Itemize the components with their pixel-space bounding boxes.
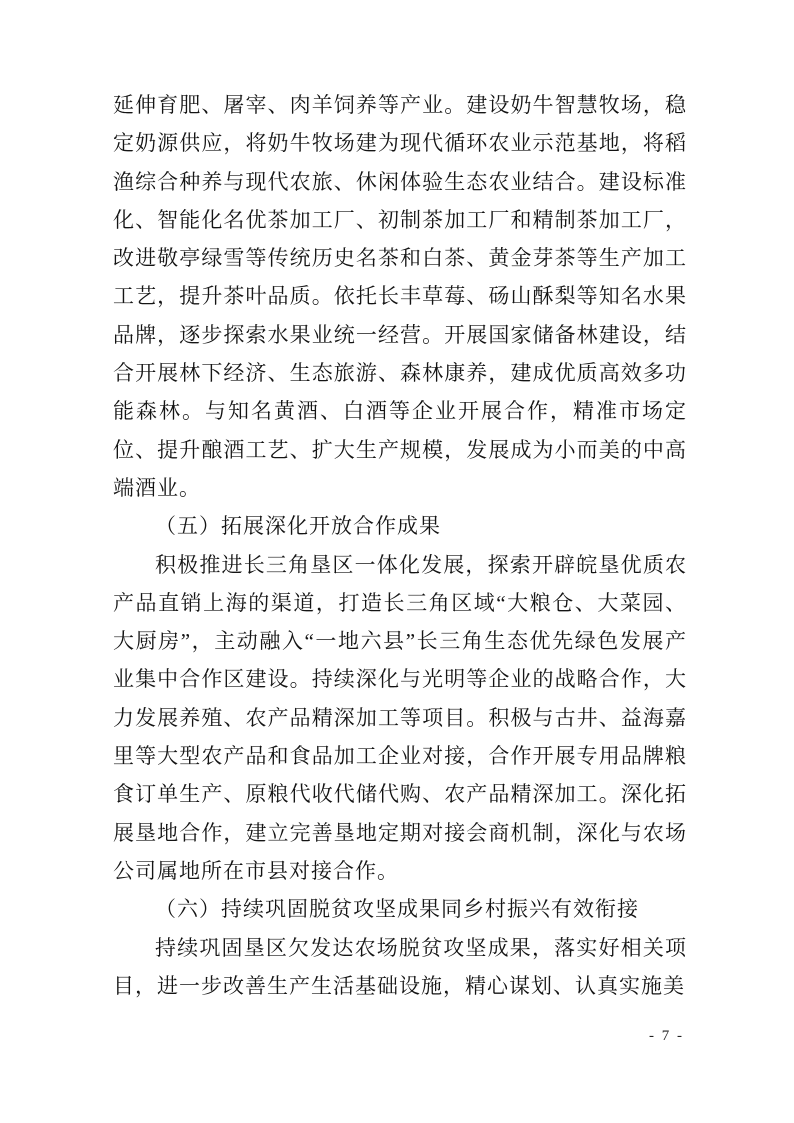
paragraph-section-five: 积极推进长三角垦区一体化发展，探索开辟皖垦优质农产品直销上海的渠道，打造长三角区域“大粮仓、大菜园、大厨房”，主动融入“一地六县”长三角生态优先绿色发展产业集中合作区建设。持续深化与光明等企业的战略合作，大力发展养殖、农产品精深加工等项目。积极与古井、益海嘉里等大型农产品和食品加工企业对接，合作开展专用品牌粮食订单生产、原粮代收代储代购、农产品精深加工。深化拓展垦地合作，建立完善垦地定期对接会商机制，深化与农场公司属地所在市县对接合作。 xyxy=(113,552,687,883)
paragraph-section-six: 持续巩固垦区欠发达农场脱贫攻坚成果，落实好相关项目，进一步改善生产生活基础设施，精心谋划、认真实施美 xyxy=(113,935,687,998)
section-heading-five: （五）拓展深化开放合作成果 xyxy=(155,514,441,539)
paragraph-continuation: 延伸育肥、屠宰、肉羊饲养等产业。建设奶牛智慧牧场，稳定奶源供应，将奶牛牧场建为现代循环农业示范基地，将稻渔综合种养与现代农旅、休闲体验生态农业结合。建设标准化、智能化名优茶加工厂、初制茶加工厂和精制茶加工厂，改进敬亭绿雪等传统历史名茶和白茶、黄金芽茶等生产加工工艺，提升茶叶品质。依托长丰草莓、砀山酥梨等知名水果品牌，逐步探索水果业统一经营。开展国家储备林建设，结合开展林下经济、生态旅游、森林康养，建成优质高效多功能森林。与知名黄酒、白酒等企业开展合作，精准市场定位、提升酿酒工艺、扩大生产规模，发展成为小而美的中高端酒业。 xyxy=(113,93,687,500)
document-body xyxy=(113,86,687,1005)
page-number: - 7 - xyxy=(649,1028,684,1044)
section-heading-six: （六）持续巩固脱贫攻坚成果同乡村振兴有效衔接 xyxy=(155,897,639,922)
